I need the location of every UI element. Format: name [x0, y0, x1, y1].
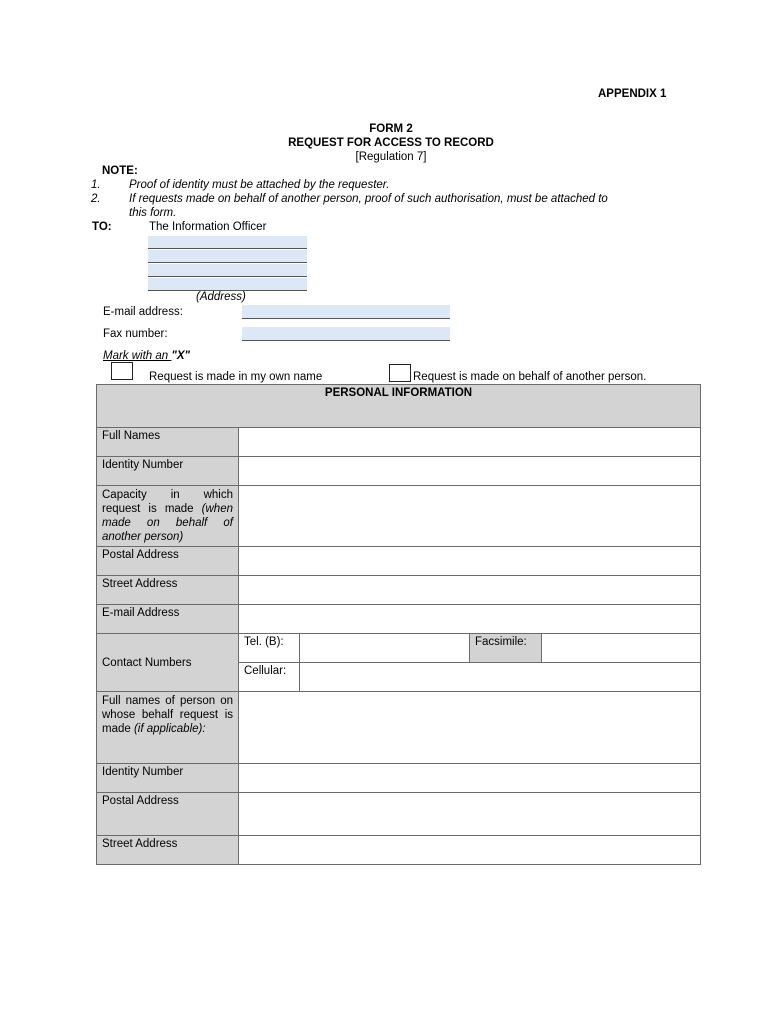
behalf-person-label [97, 692, 239, 764]
mark-instruction-text: Mark with an [103, 350, 172, 362]
postal-address-label: Postal Address [97, 547, 239, 576]
to-label: TO: [92, 221, 112, 233]
capacity-label-text: Capacity in which request is made [102, 489, 233, 515]
address-line-2[interactable] [148, 250, 307, 263]
behalf-person-label-text: Full names of person on whose behalf request is made [102, 695, 233, 735]
postal-address-input[interactable] [239, 547, 701, 576]
form-number: FORM 2 [369, 123, 413, 135]
street-address-2-input[interactable] [239, 836, 701, 865]
cellular-input[interactable] [300, 663, 701, 692]
facsimile-input[interactable] [542, 634, 701, 663]
capacity-label [97, 486, 239, 547]
identity-number-2-input[interactable] [239, 764, 701, 793]
address-line-1[interactable] [148, 236, 307, 249]
contact-numbers-label: Contact Numbers [97, 634, 239, 692]
cellular-label: Cellular: [239, 663, 300, 692]
email-address-label: E-mail Address [97, 605, 239, 634]
note-item-2-cont: this form. [129, 207, 177, 219]
note-heading: NOTE: [102, 165, 138, 177]
street-address-input[interactable] [239, 576, 701, 605]
street-address-label: Street Address [97, 576, 239, 605]
full-names-label: Full Names [97, 428, 239, 457]
mark-x: "X" [171, 350, 190, 362]
behalf-checkbox[interactable] [389, 364, 411, 382]
fax-label: Fax number: [103, 328, 168, 340]
postal-address-2-label: Postal Address [97, 793, 239, 836]
behalf-label: Request is made on behalf of another person. [413, 371, 647, 383]
capacity-input[interactable] [239, 486, 701, 547]
address-line-4[interactable] [148, 278, 307, 291]
street-address-2-label: Street Address [97, 836, 239, 865]
tel-b-input[interactable] [300, 634, 470, 663]
note-item-1-text: Proof of identity must be attached by the requester. [129, 179, 390, 191]
own-name-checkbox[interactable] [111, 362, 133, 380]
own-name-label: Request is made in my own name [149, 371, 323, 383]
identity-number-input[interactable] [239, 457, 701, 486]
note-item-2-num: 2. [91, 193, 101, 205]
behalf-person-input[interactable] [239, 692, 701, 764]
tel-b-label: Tel. (B): [239, 634, 300, 663]
form-title: REQUEST FOR ACCESS TO RECORD [288, 137, 494, 149]
note-item-1-num: 1. [91, 179, 101, 191]
personal-information-table [96, 384, 701, 865]
full-names-input[interactable] [239, 428, 701, 457]
capacity-label-note: (when made on behalf of another person) [102, 503, 233, 543]
email-field[interactable] [242, 305, 450, 319]
facsimile-label: Facsimile: [470, 634, 542, 663]
email-address-input[interactable] [239, 605, 701, 634]
mark-instruction [103, 350, 190, 362]
fax-field[interactable] [242, 327, 450, 341]
identity-number-2-label: Identity Number [97, 764, 239, 793]
form-regulation: [Regulation 7] [355, 151, 427, 163]
note-item-2-text: If requests made on behalf of another person, proof of such authorisation, must be attached to [129, 193, 608, 205]
identity-number-label: Identity Number [97, 457, 239, 486]
personal-information-heading: PERSONAL INFORMATION [97, 385, 701, 428]
address-caption: (Address) [196, 291, 246, 303]
email-label: E-mail address: [103, 306, 183, 318]
behalf-person-label-note: (if applicable): [133, 723, 206, 735]
address-line-3[interactable] [148, 264, 307, 277]
postal-address-2-input[interactable] [239, 793, 701, 836]
recipient-name: The Information Officer [149, 221, 267, 233]
appendix-label: APPENDIX 1 [598, 88, 667, 100]
